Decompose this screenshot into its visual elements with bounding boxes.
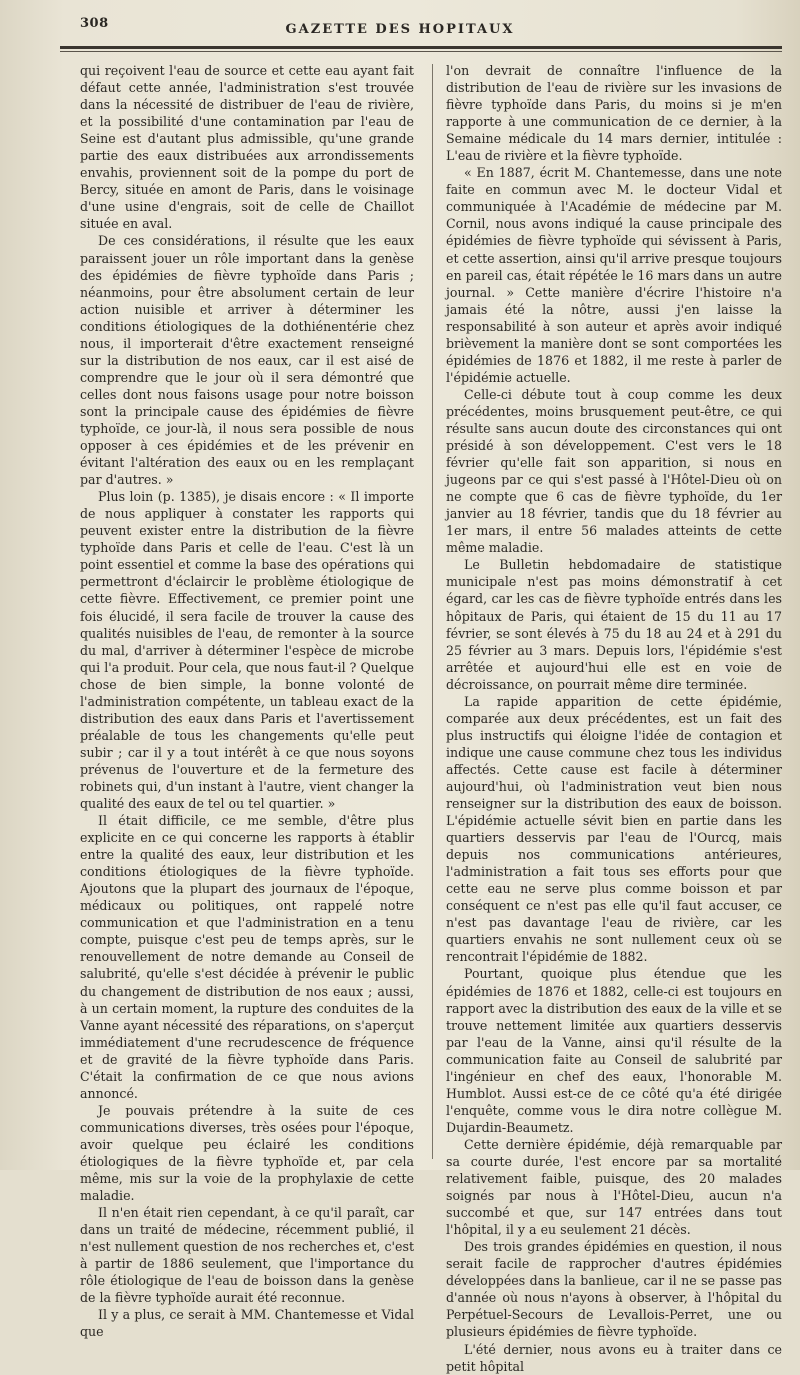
right-paragraph: L'été dernier, nous avons eu à traiter dans ce petit hôpital — [446, 1341, 782, 1374]
right-paragraph: Des trois grandes épidémies en question, il nous serait facile de rapprocher d'autres épidémies développées dans la banlieue, car il ne se passe pas d'année où nous n'ayons à observer, à l'hôpital du Perpétuel-Secours de Levallois-Perret, une ou plusieurs épidémies de fièvre typhoïde. — [446, 1239, 782, 1340]
right-paragraph: La rapide apparition de cette épidémie, comparée aux deux précédentes, est un fait des plus instructifs qui éloigne l'idée de contagion et indique une cause commune chez tous les individus affectés. Cette cause est facile à déterminer aujourd'hui, où l'administration veut bien nous renseigner sur la distribution des eaux de boisson. L'épidémie actuelle sévit bien en partie dans les quartiers desservis par l'eau de l'Ourcq, mais depuis nos communications antérieures, l'administration a fait tous ses efforts pour que cette eau ne serve plus comme boisson et par conséquent ce n'est pas elle qu'il faut accuser, ce n'est pas davantage l'eau de rivière, car les quartiers envahis ne sont nullement ceux où se rencontrait l'épidémie de 1882. — [446, 693, 782, 965]
left-paragraph: Il y a plus, ce serait à MM. Chantemesse et Vidal que — [80, 1307, 414, 1340]
left-column — [80, 62, 414, 1340]
page-header — [0, 0, 800, 58]
left-paragraph: De ces considérations, il résulte que les eaux paraissent jouer un rôle important dans la genèse des épidémies de fièvre typhoïde dans Paris ; néanmoins, pour être absolument certain de leur action nuisible et arriver à déterminer les conditions étiologiques de la dothiénentérie chez nous, il importerait d'être exactement renseigné sur la distribution de nos eaux, car il est aisé de comprendre que le jour où il sera démontré que celles dont nous faisons usage pour notre boisson sont la principale cause des épidémies de fièvre typhoïde, ce jour-là, il nous sera possible de nous opposer à ces épidémies et de les prévenir en évitant l'altération des eaux ou en les remplaçant par d'autres. » — [80, 233, 414, 488]
header-rule-thin — [60, 51, 782, 52]
page-number: 308 — [80, 16, 109, 31]
right-paragraph: Celle-ci débute tout à coup comme les deux précédentes, moins brusquement peut-être, ce qui résulte sans aucun doute des circonstances qui ont présidé à son développement. C'est vers le 18 février qu'elle fait son apparition, si nous en jugeons par ce qui s'est passé à l'Hôtel-Dieu où on ne compte que 6 cas de fièvre typhoïde, du 1er janvier au 18 février, tandis que du 18 février au 1er mars, il entre 56 malades atteints de cette même maladie. — [446, 386, 782, 556]
left-paragraph: Il était difficile, ce me semble, d'être plus explicite en ce qui concerne les rapports à établir entre la qualité des eaux, leur distribution et les conditions étiologiques de la fièvre typhoïde. Ajoutons que la plupart des journaux de l'époque, médicaux ou politiques, ont rappelé notre communication et que l'administration en a tenu compte, puisque c'est peu de temps après, sur le renouvellement de notre demande au Conseil de salubrité, qu'elle s'est décidée à prévenir le public du changement de distribution de nos eaux ; aussi, à un certain moment, la rupture des conduites de la Vanne ayant nécessité des réparations, on s'aperçut immédiatement d'une recrudescence de fréquence et de gravité de la fièvre typhoïde dans Paris. C'était la confirmation de ce que nous avions annoncé. — [80, 813, 414, 1101]
column-divider — [432, 64, 433, 1159]
left-paragraph: qui reçoivent l'eau de source et cette eau ayant fait défaut cette année, l'administration s'est trouvée dans la nécessité de distribuer de l'eau de rivière, et la possibilité d'une contamination par l'eau de Seine est d'autant plus admissible, qu'une grande partie des eaux distribuées aux arrondissements envahis, proviennent soit de la pompe du port de Bercy, située en amont de Paris, dans le voisinage d'une usine d'engrais, soit de celle de Chaillot située en aval. — [80, 63, 414, 232]
right-paragraph: Pourtant, quoique plus étendue que les épidémies de 1876 et 1882, celle-ci est toujours en rapport avec la distribution des eaux de la ville et se trouve nettement limitée aux quartiers desservis par l'eau de la Vanne, ainsi qu'il résulte de la communication faite au Conseil de salubrité par l'ingénieur en chef des eaux, l'honorable M. Humblot. Aussi est-ce de ce côté qu'a été dirigée l'enquête, comme vous le dira notre collègue M. Dujardin-Beaumetz. — [446, 966, 782, 1135]
running-title: GAZETTE DES HOPITAUX — [285, 22, 515, 37]
left-paragraph: Plus loin (p. 1385), je disais encore : « Il importe de nous appliquer à constater les rapports qui peuvent exister entre la distribution de la fièvre typhoïde dans Paris et celle de l'eau. C'est là un point essentiel et comme la base des opérations qui permettront d'éclaircir le problème étiologique de cette fièvre. Effectivement, ce premier point une fois élucidé, il sera facile de trouver la cause des qualités nuisibles de l'eau, de remonter à la source du mal, d'arriver à déterminer l'espèce de microbe qui l'a produit. Pour cela, que nous faut-il ? Quelque chose de bien simple, la bonne volonté de l'administration compétente, un tableau exact de la distribution des eaux dans Paris et l'avertissement préalable de tous les changements qu'elle peut subir ; car il y a tout intérêt à ce que nous soyons prévenus de l'ouverture et de la fermeture des robinets qui, d'un instant à l'autre, vient changer la qualité des eaux de tel ou tel quartier. » — [80, 489, 414, 812]
left-paragraph: Il n'en était rien cependant, à ce qu'il paraît, car dans un traité de médecine, récemment publié, il n'est nullement question de nos recherches et, c'est à partir de 1886 seulement, que l'importance du rôle étiologique de l'eau de boisson dans la genèse de la fièvre typhoïde aurait été reconnue. — [80, 1205, 414, 1306]
right-paragraph: Le Bulletin hebdomadaire de statistique municipale n'est pas moins démonstratif à cet égard, car les cas de fièvre typhoïde entrés dans les hôpitaux de Paris, qui étaient de 15 du 11 au 17 février, se sont élevés à 75 du 18 au 24 et à 291 du 25 février au 3 mars. Depuis lors, l'épidémie s'est arrêtée et aujourd'hui elle est en voie de décroissance, on pourrait même dire terminée. — [446, 557, 782, 692]
left-paragraph: Je pouvais prétendre à la suite de ces communications diverses, très osées pour l'époque, avoir quelque peu éclairé les conditions étiologiques de la fièvre typhoïde et, par cela même, mis sur la voie de la prophylaxie de cette maladie. — [80, 1102, 414, 1204]
right-column — [446, 62, 782, 1374]
header-rule-thick — [60, 46, 782, 49]
right-paragraph: « En 1887, écrit M. Chantemesse, dans une note faite en commun avec M. le docteur Vidal et communiquée à l'Académie de médecine par M. Cornil, nous avons indiqué la cause principale des épidémies de fièvre typhoïde qui sévissent à Paris, et cette assertion, ainsi qu'il arrive presque toujours en pareil cas, était répétée le 16 mars dans un autre journal. » Cette manière d'écrire l'histoire n'a jamais été la nôtre, aussi j'en laisse la responsabilité à son auteur et après avoir indiqué brièvement la manière dont se sont comportées les épidémies de 1876 et 1882, il me reste à parler de l'épidémie actuelle. — [446, 165, 782, 385]
right-paragraph: l'on devrait de connaître l'influence de la distribution de l'eau de rivière sur les invasions de fièvre typhoïde dans Paris, du moins si je m'en rapporte à une communication de ce dernier, à la Semaine médicale du 14 mars dernier, intitulée : L'eau de rivière et la fièvre typhoïde. — [446, 63, 782, 164]
right-paragraph: Cette dernière épidémie, déjà remarquable par sa courte durée, l'est encore par sa mortalité relativement faible, puisque, des 20 malades soignés par nous à l'Hôtel-Dieu, aucun n'a succombé et que, sur 147 entrées dans tout l'hôpital, il y a eu seulement 21 décès. — [446, 1136, 782, 1238]
